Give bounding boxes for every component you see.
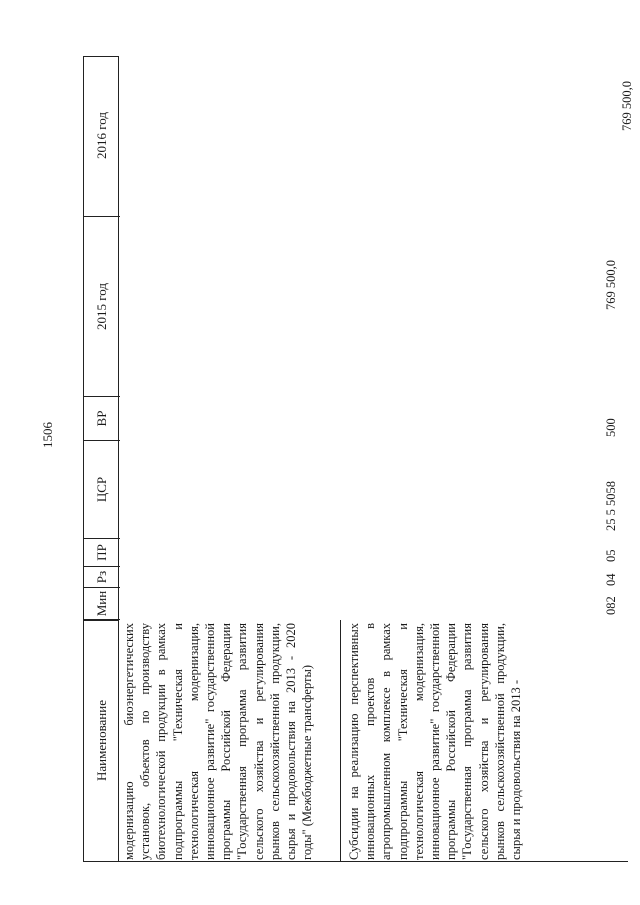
table-header bbox=[83, 56, 119, 862]
row-1-name: модернизацию биоэнергетических установок, объектов по производству биотехнологической продукции в рамках подпрограммы "Техническая и технологическая модернизация, инновационное развитие" государственной программы Российской Федерации "Государственная программа развития сельского хозяйства и регулирования рынков сельскохозяйственной продукции, сырья и продовольствия на 2013 - 2020 годы" (Межбюджетные трансферты) bbox=[122, 623, 315, 860]
header-min: Мин bbox=[84, 587, 120, 619]
header-pr: ПР bbox=[84, 538, 120, 566]
header-rz: Рз bbox=[84, 566, 120, 587]
row-separator bbox=[340, 620, 341, 862]
row-2-2015: 769 500,0 bbox=[604, 260, 618, 310]
row-2-csr: 25 5 5058 bbox=[604, 481, 618, 531]
row-2-rz: 04 bbox=[604, 573, 618, 586]
row-2-2016: 769 500,0 bbox=[620, 81, 634, 131]
header-2016: 2016 год bbox=[94, 112, 109, 159]
header-csr: ЦСР bbox=[84, 440, 120, 538]
page-number: 1506 bbox=[40, 422, 55, 448]
budget-table bbox=[83, 56, 634, 862]
header-2015: 2015 год bbox=[84, 216, 120, 396]
row-2-min: 082 bbox=[604, 596, 618, 615]
row-2-name: Субсидии на реализацию перспективных инновационных проектов в агропромышленном комплексе в рамках подпрограммы "Техническая и технологическая модернизация, инновационное развитие" государственной программы Российской Федерации "Государственная программа развития сельского хозяйства и регулирования рынков сельскохозяйственной продукции, сырья и продовольствия на 2013 - bbox=[347, 623, 524, 860]
row-2-pr: 05 bbox=[604, 549, 618, 562]
header-name: Наименование bbox=[84, 619, 120, 861]
header-vr: ВР bbox=[84, 396, 120, 440]
table-left-border bbox=[83, 861, 628, 862]
row-2-vr: 500 bbox=[604, 418, 618, 437]
